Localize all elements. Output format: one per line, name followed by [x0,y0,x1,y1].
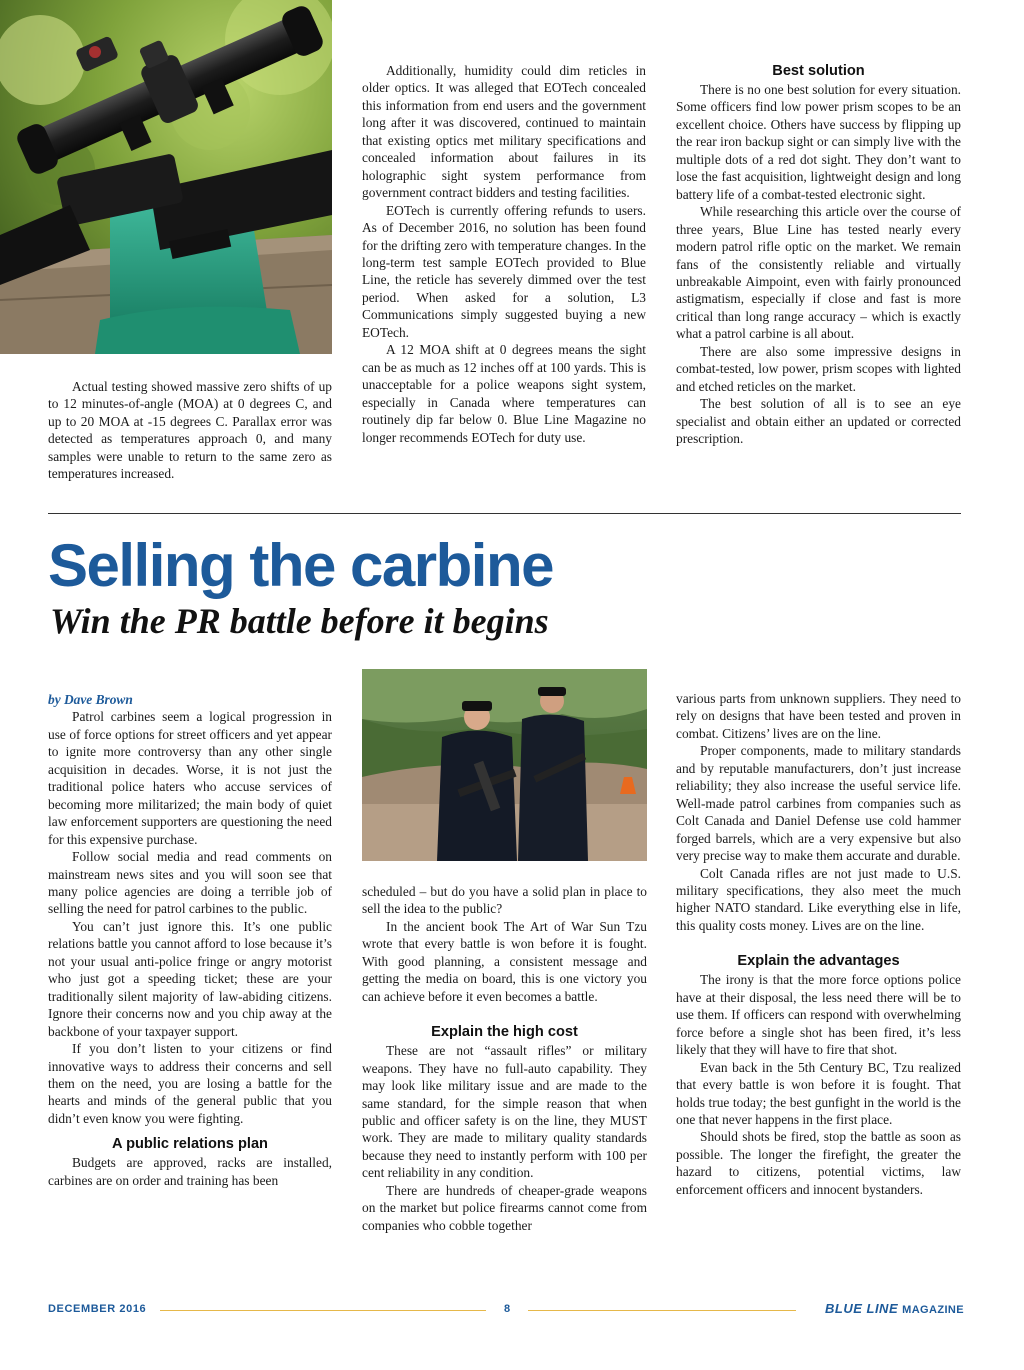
paragraph: Follow social media and read comments on mainstream news sites and you will soon see that many police agencies are doing a terrible job of selling the need for patrol carbines to the public. [48,849,332,917]
magazine-logo [825,1301,964,1316]
paragraph: Should shots be fired, stop the battle as soon as possible. The longer the firefight, the greater the hazard to citizens, potential victims, law enforcement officers and innocent bystanders. [676,1129,961,1197]
paragraph: You can’t just ignore this. It’s one public relations battle you cannot afford to lose because it’s not your usual anti-police fringe or angry motorist who just got a speeding ticket; these are your traditionally silent majority of law-abiding citizens. Ignore their concerns now and you chip away at the backbone of your taxpayer support. [48,918,332,1039]
paragraph: While researching this article over the course of three years, Blue Line has tested nearly every modern patrol rifle optic on the market. We remain fans of the consistently reliable and virtually unbreakable Aimpoint, even with fairly pronounced astigmatism, especially if close and fast is more critical than long range accuracy – which is exactly what a patrol carbine is all about. [676,204,961,342]
paragraph: If you don’t listen to your citizens or find innovative ways to address their concerns and sell them on the need, you are losing a battle for the hearts and minds of the general public that you didn’t even know you were fighting. [48,1041,332,1126]
paragraph: Proper components, made to military standards and by reputable manufacturers, don’t just increase reliability; they also increase the useful service life. Well-made patrol carbines from companies such as Colt Canada and Daniel Defense use cold hammer forged barrels, which are a very expensive but also very precise way to make them accurate and durable. [676,743,961,864]
paragraph: In the ancient book The Art of War Sun Tzu wrote that every battle is won before it is fought. With good planning, a consistent message and getting the media on board, this is one victory you can achieve before it even becomes a battle. [362,918,647,1004]
paragraph: The irony is that the more force options police have at their disposal, the less need there will be to use them. If officers can respond with overwhelming force before a single shot has been fired, it’s less likely that they will have to fire that shot. [676,972,961,1058]
paragraph: There are hundreds of cheaper-grade weapons on the market but police firearms cannot come from companies who cobble together [362,1182,647,1233]
paragraph: There are also some impressive designs in combat-tested, low power, prism scopes with lighted and etched reticles on the market. [676,343,961,394]
section-heading: Explain the high cost [431,1024,578,1041]
paragraph: Patrol carbines seem a logical progression in use of force options for street officers and yet appear to ignite more controversy than any other single acquisition in decades. Worse, it is not just the traditional police haters who accuse services of becoming more militarized; the main body of quiet law enforcement supporters are questioning the need for this expensive purchase. [48,709,332,847]
paragraph: Budgets are approved, racks are installed, carbines are on order and training has been [48,1155,332,1188]
paragraph: Additionally, humidity could dim reticles in older optics. It was alleged that EOTech concealed this information from end users and the government long after it was discovered, continued to maintain that existing optics met military specifications and concealed information about failures in its holographic sight system performance from government contract bidders and testing facilities. [362,63,646,201]
officers-photo [362,669,647,861]
paragraph: various parts from unknown suppliers. They need to rely on designs that have been tested and proven in combat. Citizens’ lives are on the line. [676,691,961,741]
footer-rule-left [160,1310,486,1311]
brand-magazine: MAGAZINE [902,1304,964,1316]
article-subhead: Win the PR battle before it begins [50,601,549,641]
paragraph: scheduled – but do you have a solid plan in place to sell the idea to the public? [362,884,647,917]
rifle-scope-photo [0,0,332,354]
paragraph: Actual testing showed massive zero shifts of up to 12 minutes-of-angle (MOA) at 0 degrees C, and up to 20 MOA at -15 degrees C. Parallax error was detected as temperatures approach 0, and many samples were unable to return to the same zero as temperatures increased. [48,379,332,482]
page-number: 8 [503,1303,511,1315]
paragraph: These are not “assault rifles” or military weapons. They have no full-auto capability. They may look like military issue and are made to the same standard, for the simple reason that when public and officer safety is on the line, they MUST work. They are made to military quality standards because they need to instantly perform with 100 per cent reliability in any condition. [362,1043,647,1181]
paragraph: Colt Canada rifles are not just made to U.S. military specifications, they also meet the much higher NATO standard. Like everything else in life, this quality costs money. Lives are on the line. [676,865,961,933]
brand-name: BLUE LINE [825,1301,899,1316]
paragraph: There is no one best solution for every situation. Some officers find low power prism scopes to be an excellent choice. Others have success by flipping up the rear iron backup sight or can simply live with the multiple dots of a red dot sight. They don’t want to lose the fast acquisition, lightweight design and long battery life of a combat-tested electronic sight. [676,82,961,202]
article-column-2 [362,883,647,1234]
footer-rule-right [528,1310,796,1311]
section-heading: A public relations plan [112,1136,268,1153]
footer-date: DECEMBER 2016 [48,1303,147,1315]
paragraph: A 12 MOA shift at 0 degrees means the sight can be as much as 12 inches off at 100 yards. This is unacceptable for a police weapons sight system, especially in Canada where temperatures can routinely dip far below 0. Blue Line Magazine no longer recommends EOTech for duty use. [362,342,646,445]
article-column-1 [48,691,332,1189]
top-column-1 [48,378,332,483]
paragraph: The best solution of all is to see an eye specialist and obtain either an updated or corrected prescription. [676,396,961,447]
section-heading: Best solution [772,63,865,79]
byline: by Dave Brown [48,692,133,707]
top-column-2 [362,62,646,446]
paragraph: EOTech is currently offering refunds to users. As of December 2016, no solution has been found for the drifting zero with temperature changes. In the long-term test sample EOTech provided to Blue Line, the reticle has severely dimmed over the test period. When asked for a solution, L3 Communications simply suggested buying a new EOTech. [362,202,646,340]
page-footer [48,1300,964,1320]
article-headline: Selling the carbine [48,532,553,599]
section-heading: Explain the advantages [737,953,900,970]
top-column-3 [676,62,961,448]
paragraph: Evan back in the 5th Century BC, Tzu realized that every battle is won before it is fought. That holds true today; the best gunfight in the world is the one that never happens in the first place. [676,1059,961,1127]
section-divider [48,513,961,514]
article-column-3 [676,690,961,1198]
